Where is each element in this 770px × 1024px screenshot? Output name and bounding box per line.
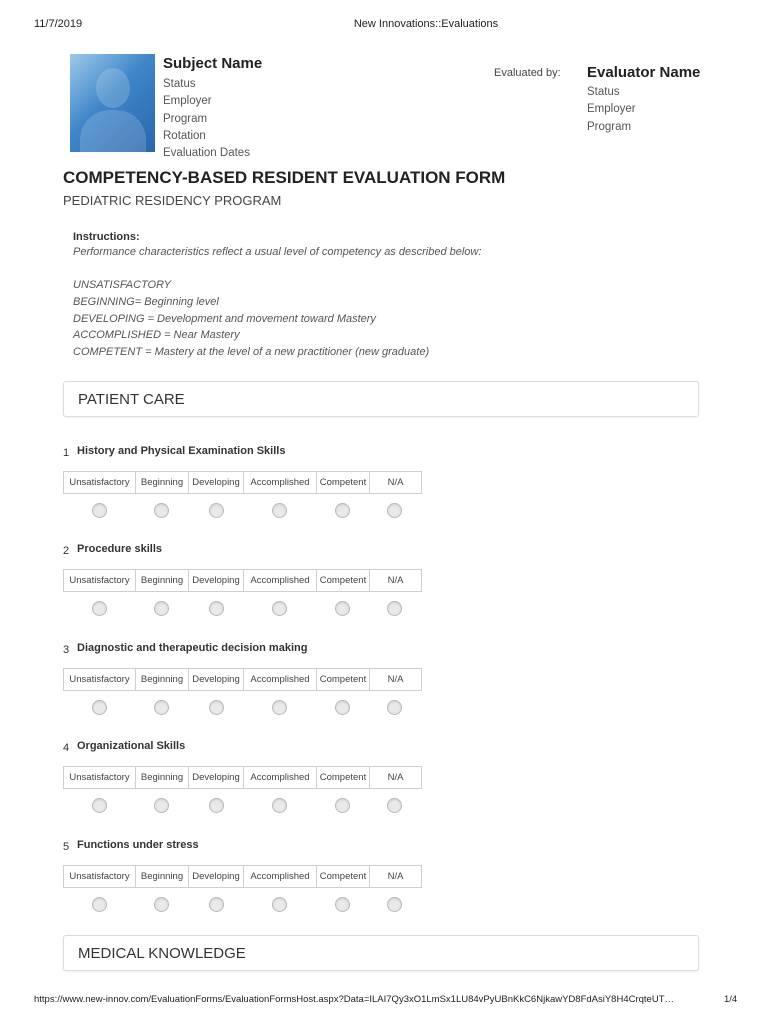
question-number: 3 [63,644,70,656]
section-title: MEDICAL KNOWLEDGE [78,945,246,962]
rating-radio-competent[interactable] [335,503,350,518]
rating-radio-accomplished[interactable] [272,503,287,518]
question-number: 4 [63,742,70,754]
rating-radio-unsatisfactory[interactable] [92,503,107,518]
rating-radio-competent[interactable] [335,897,350,912]
rating-radio-beginning[interactable] [154,601,169,616]
question-3 [63,642,703,685]
footer-page-number: 1/4 [724,994,738,1005]
question-4 [63,740,703,783]
question-title [63,543,703,563]
question-number: 1 [63,447,70,459]
scale-label: Unsatisfactory [64,472,136,493]
subject-program: Program [163,112,208,125]
rating-radio-beginning[interactable] [154,503,169,518]
rating-radio-unsatisfactory[interactable] [92,601,107,616]
scale-label: Beginning [136,767,189,788]
subject-evaluation-dates: Evaluation Dates [163,147,250,160]
question-text: Procedure skills [77,543,162,555]
rating-radio-accomplished[interactable] [272,601,287,616]
rating-radio-accomplished[interactable] [272,897,287,912]
instructions [73,230,693,361]
rating-scale-header [63,569,422,592]
scale-label: Unsatisfactory [64,669,136,690]
print-date: 11/7/2019 [34,18,83,30]
rating-scale-header [63,668,422,691]
rating-radio-na[interactable] [387,503,402,518]
rating-radio-developing[interactable] [209,897,224,912]
level-competent: COMPETENT = Mastery at the level of a new practitioner (new graduate) [73,346,430,359]
scale-label: N/A [387,477,404,488]
question-title [63,839,703,859]
evaluator-name: Evaluator Name [587,64,701,81]
rating-radio-na[interactable] [387,798,402,813]
question-text: Diagnostic and therapeutic decision making [77,642,308,654]
subject-photo [70,54,155,152]
scale-label: Developing [189,669,244,690]
question-2 [63,543,703,586]
scale-label: Unsatisfactory [64,570,136,591]
level-unsatisfactory: UNSATISFACTORY [73,279,171,291]
scale-label: N/A [387,575,404,586]
rating-radio-developing[interactable] [209,700,224,715]
subject-rotation: Rotation [163,129,206,142]
scale-label: Unsatisfactory [64,767,136,788]
subject-info [163,55,262,162]
question-title [63,740,703,760]
question-title [63,642,703,662]
rating-radio-unsatisfactory[interactable] [92,897,107,912]
rating-radio-accomplished[interactable] [272,700,287,715]
subject-status: Status [163,78,196,90]
rating-scale-header [63,865,422,888]
scale-label: Competent [317,669,370,690]
instructions-label: Instructions: [73,231,140,243]
question-text: Organizational Skills [77,740,186,752]
question-5 [63,839,703,882]
form-title: COMPETENCY-BASED RESIDENT EVALUATION FORM [63,168,506,187]
level-developing: DEVELOPING = Development and movement toward Mastery [73,312,376,325]
form-subtitle: PEDIATRIC RESIDENCY PROGRAM [63,193,282,208]
rating-radio-unsatisfactory[interactable] [92,798,107,813]
scale-label: Competent [317,767,370,788]
rating-radio-developing[interactable] [209,798,224,813]
footer-url: https://www.new-innov.com/EvaluationForms/EvaluationFormsHost.aspx?Data=ILAI7Qy3xO1LmSx1LU84vPyUBnKkC6NjkawYD8FdAsiY8H4CrqteUT… [34,994,675,1005]
evaluator-program: Program [587,120,632,133]
rating-scale-header [63,766,422,789]
rating-radio-beginning[interactable] [154,897,169,912]
evaluator-employer: Employer [587,103,636,116]
section-title: PATIENT CARE [78,391,185,408]
scale-label: Competent [317,472,370,493]
rating-radio-competent[interactable] [335,700,350,715]
print-page-title: New Innovations::Evaluations [353,18,499,30]
rating-radio-na[interactable] [387,601,402,616]
scale-label: Beginning [136,472,189,493]
scale-label: Accomplished [244,767,317,788]
scale-label: Accomplished [244,866,317,887]
question-text: Functions under stress [77,839,199,851]
scale-label: Accomplished [244,669,317,690]
scale-label: N/A [387,772,404,783]
question-text: History and Physical Examination Skills [77,445,286,457]
section-header-medical-knowledge [63,935,699,971]
evaluator-status: Status [587,86,620,98]
instructions-text: Performance characteristics reflect a usual level of competency as described below: [73,246,482,258]
rating-radio-developing[interactable] [209,601,224,616]
competency-level-list [73,277,693,361]
scale-label: Beginning [136,669,189,690]
scale-label: Beginning [136,570,189,591]
question-number: 2 [63,545,70,557]
rating-radio-accomplished[interactable] [272,798,287,813]
rating-radio-na[interactable] [387,700,402,715]
rating-radio-competent[interactable] [335,798,350,813]
scale-label: N/A [387,674,404,685]
level-beginning: BEGINNING= Beginning level [73,295,219,308]
rating-radio-unsatisfactory[interactable] [92,700,107,715]
scale-label: Competent [317,570,370,591]
question-number: 5 [63,841,70,853]
question-1 [63,445,703,488]
scale-label: Unsatisfactory [64,866,136,887]
rating-radio-beginning[interactable] [154,798,169,813]
question-title [63,445,703,465]
scale-label: Developing [189,472,244,493]
scale-label: Competent [317,866,370,887]
scale-label: Accomplished [244,570,317,591]
evaluated-by-label: Evaluated by: [494,67,561,79]
subject-employer: Employer [163,95,212,108]
scale-label: Accomplished [244,472,317,493]
level-accomplished: ACCOMPLISHED = Near Mastery [73,329,240,342]
subject-name: Subject Name [163,55,263,72]
rating-radio-beginning[interactable] [154,700,169,715]
scale-label: N/A [387,871,404,882]
scale-label: Beginning [136,866,189,887]
scale-label: Developing [189,866,244,887]
rating-radio-competent[interactable] [335,601,350,616]
rating-radio-developing[interactable] [209,503,224,518]
evaluator-info [587,64,700,136]
scale-label: Developing [189,570,244,591]
section-header-patient-care [63,381,699,417]
rating-scale-header [63,471,422,494]
rating-radio-na[interactable] [387,897,402,912]
scale-label: Developing [189,767,244,788]
